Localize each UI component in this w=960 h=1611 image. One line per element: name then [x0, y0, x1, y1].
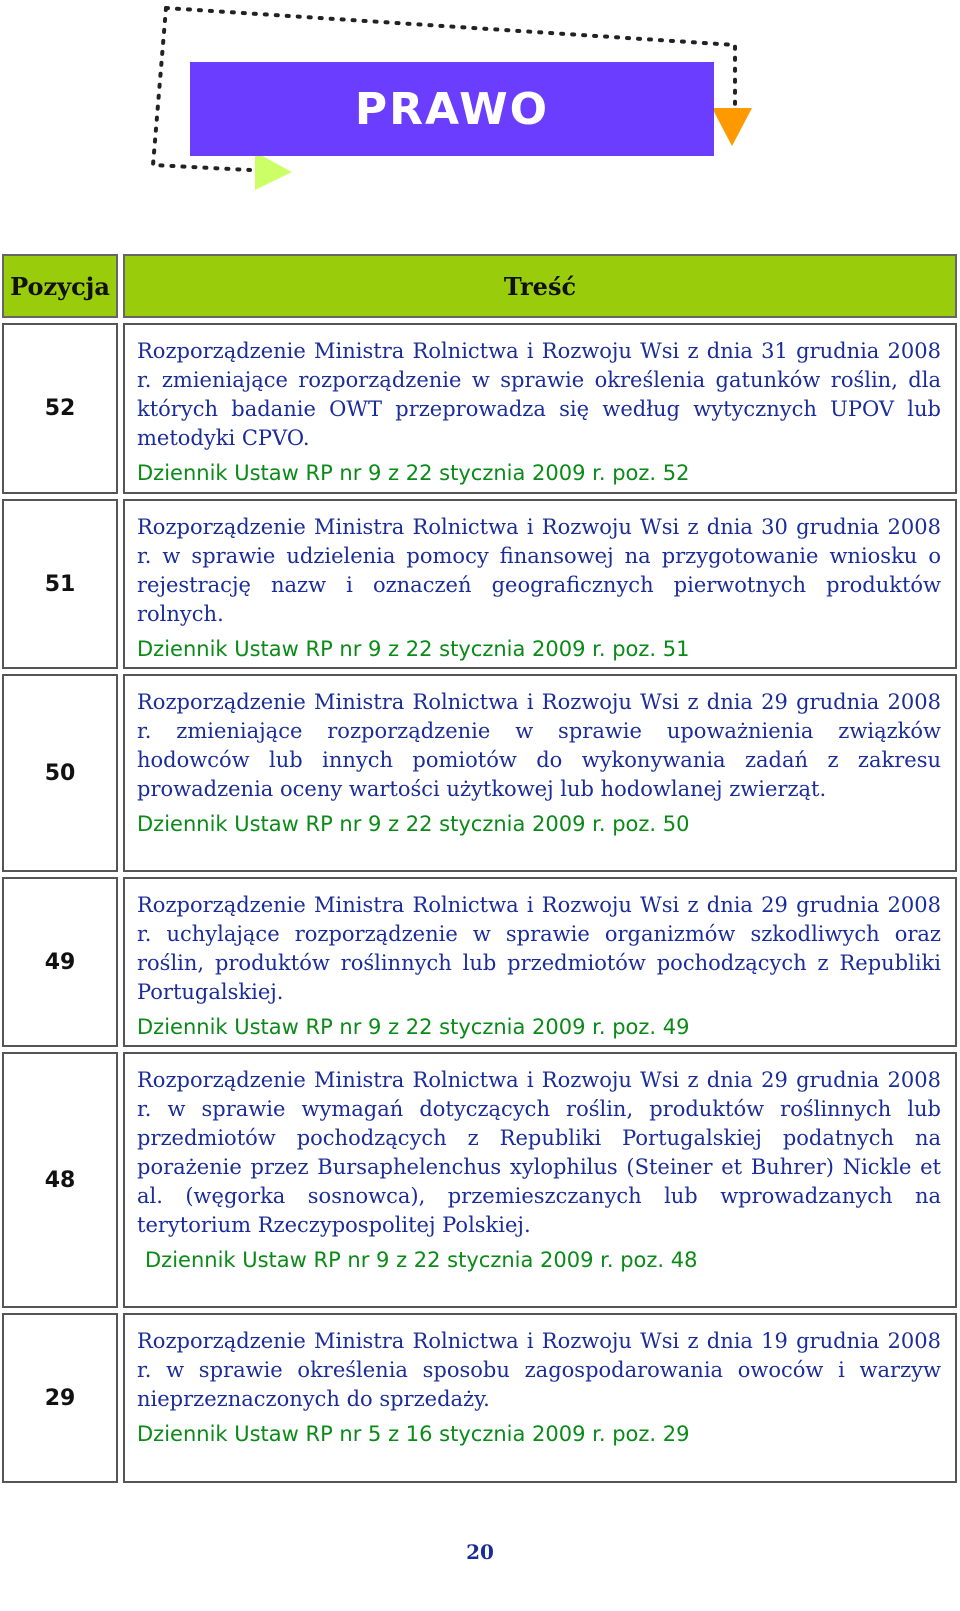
position-number: 51: [44, 571, 76, 597]
table-row: [2, 674, 958, 872]
act-source: Dziennik Ustaw RP nr 5 z 16 stycznia 2009 r. poz. 29: [137, 1422, 690, 1446]
position-cell: [2, 1313, 118, 1483]
content-cell: [123, 674, 957, 872]
act-description: Rozporządzenie Ministra Rolnictwa i Rozwoju Wsi z dnia 30 grudnia 2008 r. w sprawie udzielenia pomocy finansowej na przygotowanie wniosku o rejestrację nazw i oznaczeń geograficznych pierwotnych produktów rolnych.: [137, 515, 941, 626]
position-number: 29: [44, 1385, 76, 1411]
page-number: 20: [466, 1540, 494, 1564]
position-number: 48: [44, 1167, 76, 1193]
position-number: 49: [44, 949, 76, 975]
position-number: 52: [44, 396, 76, 421]
content-cell: [123, 1052, 957, 1308]
position-cell: [2, 674, 118, 872]
header-position-cell: [2, 254, 118, 318]
act-source: Dziennik Ustaw RP nr 9 z 22 stycznia 2009 r. poz. 51: [137, 637, 690, 661]
content-cell: [123, 323, 957, 494]
table-row: [2, 1052, 958, 1308]
position-cell: [2, 1052, 118, 1308]
position-number: 50: [44, 760, 76, 786]
act-source: Dziennik Ustaw RP nr 9 z 22 stycznia 2009 r. poz. 50: [137, 812, 690, 836]
column-header-content: Treść: [503, 271, 577, 301]
table-header: [2, 254, 958, 318]
position-cell: [2, 499, 118, 669]
position-cell: [2, 323, 118, 494]
orange-arrow-icon: [712, 108, 752, 146]
position-cell: [2, 877, 118, 1047]
green-arrow-icon: [255, 152, 292, 190]
table-row: [2, 499, 958, 669]
content-cell: [123, 1313, 957, 1483]
title-banner: [190, 62, 714, 156]
table-row: [2, 1313, 958, 1483]
table-row: [2, 877, 958, 1047]
act-source: Dziennik Ustaw RP nr 9 z 22 stycznia 2009 r. poz. 49: [137, 1015, 690, 1039]
legal-acts-table: [2, 254, 958, 1488]
page-title: PRAWO: [354, 83, 550, 135]
act-description: Rozporządzenie Ministra Rolnictwa i Rozwoju Wsi z dnia 29 grudnia 2008 r. uchylające rozporządzenie w sprawie organizmów szkodliwych oraz roślin, produktów roślinnych lub przedmiotów pochodzących z Republiki Portugalskiej.: [137, 893, 941, 1004]
act-source: Dziennik Ustaw RP nr 9 z 22 stycznia 2009 r. poz. 52: [137, 461, 690, 485]
act-description: Rozporządzenie Ministra Rolnictwa i Rozwoju Wsi z dnia 19 grudnia 2008 r. w sprawie określenia sposobu zagospodarowania owoców i warzyw nieprzeznaczonych do sprzedaży.: [137, 1329, 941, 1411]
column-header-position: Pozycja: [10, 271, 110, 301]
act-description: Rozporządzenie Ministra Rolnictwa i Rozwoju Wsi z dnia 29 grudnia 2008 r. w sprawie wymagań dotyczących roślin, produktów roślinnych lub przedmiotów pochodzących z Republiki Portugalskiej podatnych na porażenie przez Bursaphelenchus xylophilus (Steiner et Buhrer) Nickle et al. (węgorka sosnowca), przemieszczanych lub wprowadzanych na terytorium Rzeczypospolitej Polskiej.: [137, 1068, 941, 1237]
table-row: [2, 323, 958, 494]
act-description: Rozporządzenie Ministra Rolnictwa i Rozwoju Wsi z dnia 31 grudnia 2008 r. zmieniające rozporządzenie w sprawie określenia gatunków roślin, dla których badanie OWT przeprowadza się według wytycznych UPOV lub metodyki CPVO.: [137, 339, 941, 450]
content-cell: [123, 877, 957, 1047]
act-source: Dziennik Ustaw RP nr 9 z 22 stycznia 2009 r. poz. 48: [145, 1248, 698, 1272]
header-content-cell: [123, 254, 957, 318]
content-cell: [123, 499, 957, 669]
act-description: Rozporządzenie Ministra Rolnictwa i Rozwoju Wsi z dnia 29 grudnia 2008 r. zmieniające rozporządzenie w sprawie upoważnienia związków hodowców lub innych pomiotów do wykonywania zadań z zakresu prowadzenia oceny wartości użytkowej lub hodowlanej zwierząt.: [137, 690, 941, 801]
